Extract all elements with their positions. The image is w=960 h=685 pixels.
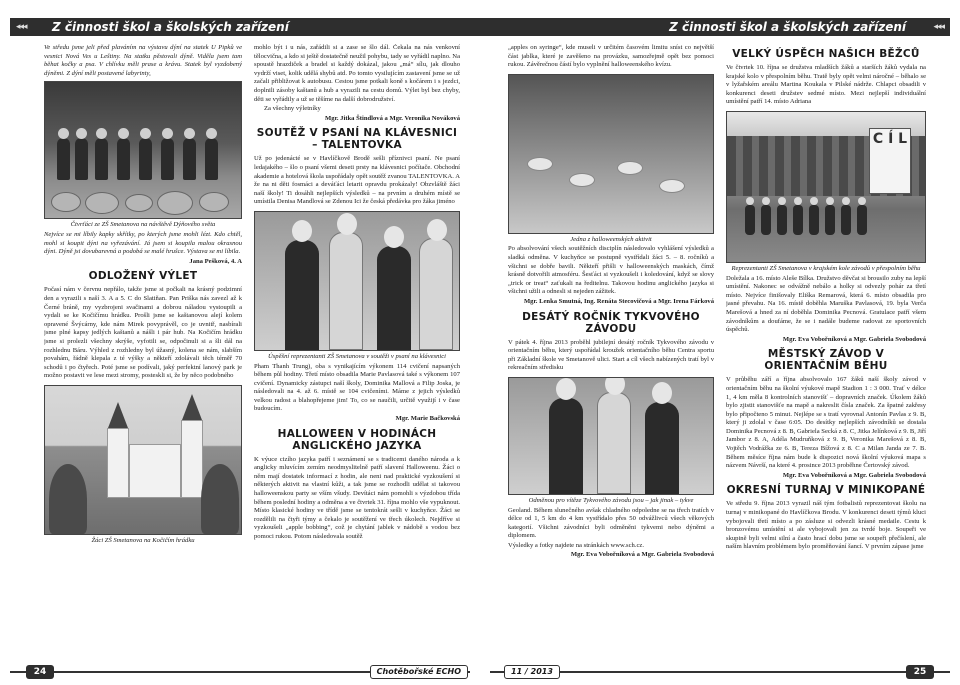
photo-runner [597,392,631,494]
photo-child [57,138,70,180]
typing-contest-photo [254,211,460,351]
typing-photo-caption: Úspěšní reprezentanti ZŠ Smetanova v soutěži v psaní na klávesnici [267,352,447,360]
author-signature: Mgr. Eva Vobořníková a Mgr. Gabriela Svobodová [782,471,926,479]
photo-tree [201,464,239,534]
article-heading-desaty-rocnik: DESÁTÝ ROČNÍK TYKVOVÉHO ZÁVODU [522,310,700,335]
dyne-intro-text: Ve středu jsme jeli před plaváním na výstavu dýní na statek U Pipků ve vesnici Nová Ves u Leštiny. Na statku pěstovali dýně. Viděla jsem tam běhat kočky a psa. V chlívku měli prase a krávu. Statek byl vyzdobený dýněmi. Z dýní měli postavené labyrinty, [44,44,242,77]
photo-runner [841,205,851,235]
velky-uspech-continuation: Doležala a 16. místo Aleše Bílka. Družstvo děvčat si brousilo zuby na lepší umístění. Nakonec se odvážně nebálo a holky si odvezly pohár za třetí místo. Nejvíce finišovaly Eliška Remarová, která 6. místo obsadila pro jasné převahu. Na 16. místě doběhla Maruška Pavlasová, 19. byla Verča Marešová a hned za ní doběhla Dominika Pecnová. Gratulace patří všem závodníkům a doufáme, že se i nadále budeme radovat ze sportovních úspěchů. [726,274,926,334]
soutez-text: Už po jedenácté se v Havlíčkově Brodě sešli příznivci psaní. Ne psaní ledajakého – šlo o psaní všemi deseti prsty na klávesnici počítače. Obchodní akademie a hotelová škola uspořádaly opět soutěž zvanou TALENTOVKA. A že na ni děti fosmáci a deváťáci letarit opravdu prokázaly! Obzvláště žáci naší školy! Ti dosáhli nejlepších výsledků – na prvním a druhém místě se umístila Denisa Mandlová se Zdenou Ici že česká předávka pro žáka jiméno [254,155,460,206]
author-signature: Jana Pešková, 4. A [189,257,242,265]
article-heading-okresni-turnaj: OKRESNÍ TURNAJ V MINIKOPANÉ [726,484,926,497]
castle-roof [182,394,202,420]
desaty-rocnik-continuation: Geoland. Během slunečného avšak chladného odpoledne se na třech tratích v délce od 1, 5 km do 4 km vystřídalo přes 50 odvážlivců všech věkových kategorií. Všichni závodníci byli odměněni tykvemi nebo dýněmi a diplomem. [508,506,714,540]
photo-runner [809,205,819,235]
banner-arrows-icon: ◂◂◂ [933,22,944,32]
castle-roof [108,402,128,428]
right-page-number: 25 [906,665,934,679]
photo-runner [549,398,583,494]
tykve-photo-caption: Odměnou pro vítěze Tykvového závodu jsou – jak jinak – tykve [528,496,694,504]
pumpkin-photo-caption: Čtvrťáci ze ZŠ Smetanova na návštěvě Dýňového světa [70,221,216,229]
castle-photo-caption: Žáci ZŠ Smetanova na Kočičím hrádku [91,536,195,544]
photo-runner [645,402,679,494]
halloween-results-text: Po absolvování všech soutěžních disciplín následovalo vyhlášení výsledků a sladká odměna. V kuchyňce se postupně vystřídali žáci 5. – 8. ročníků a všichni se dobře bavili. Někteří přišli v halloweenských maskách, čímž krásně dotvořili atmosféru. Šesťáci si vyzkoušeli i koledování, když se slovy „trick or treat“ zaťukali na ředitelnu. Takovou hodinu anglického jazyka si všichni užili a odnesli si nejeden zážitek. [508,245,714,296]
right-footer [480,665,960,679]
velky-uspech-text: Ve čtvrtek 10. října se družstva mladších žáků a starších žáků vydala na krajské kolo v přespolním běhu. Tratě byly opět velmi náročné – běhalo se v lyžařském areálu Martina Koukala v Pilské nádrže. Chlapci obsadili v konkurenci deseti družstev sedmé místo. Mezi nejlepší individuální umístění patří 14. místo Adriana [726,64,926,106]
left-column-1 [44,44,242,644]
photo-student [419,238,453,350]
pumpkin-shape [157,191,193,215]
photo-student [377,246,411,350]
right-column-2 [726,44,926,644]
photo-student [285,240,319,350]
castle-trip-photo [44,385,242,535]
photo-tree [49,464,87,534]
photo-child [139,138,152,180]
photo-bowl [569,173,595,187]
photo-child [183,138,196,180]
issue-label: 11 / 2013 [504,665,560,679]
castle-tower [107,428,129,498]
dyne-after-text: Nejvíce se mi líbily kapky skřítky, po kterých jsme mohli lézt. Kdo chtěl, mohl si koupit dýni na vyřezávání. Já jsem si koupila malou okrasnou dýni. Dýně jsi dovubarevná a podobá se malé hrušce. Výstava se mi líbila. [44,230,242,256]
left-page-number: 24 [26,665,54,679]
pumpkin-visit-photo [44,81,242,219]
left-section-banner [10,18,480,36]
author-signature: Mgr. Lenka Smutná, Ing. Renáta Stecovičová a Mgr. Irena Fárková [523,297,714,305]
odlozeny-vylet-continuation: mohlo být i u nás, zařádili si a zase se šlo dál. Čekala na nás venkovní tělocvična, a kdo si ještě dostatečně neužil pohybu, tady se vyřádil naplno. Na spoustě hrazdiček a bradel si každý dokázal, jakou „má“ sílu, jak dlouho vydrží viset, kolik udělá shybů atd. Po tomto vysilujícím zastavení jsme se už začali přibližovat k autobusu. Cestou jsme potkali koně s kočárem i s jezdci, doplnili zásoby kaštanů a hub a vyrazili na cestu domů. Výlet byl bez chyby, děti se vyřádily a už se těšíme na další dobrodružství. [254,44,460,103]
photo-runner [745,205,755,235]
pumpkin-shape [125,194,153,212]
pumpkin-shape [51,192,81,212]
photo-student [329,232,363,350]
okresni-turnaj-text: Ve středu 9. října 2013 vyrazil náš tým fotbalistů reprezentovat školu na turnaj v minikopané do Havlíčkova Brodu. V konkurenci deseti týmů kluci vybojovali třetí místo a po zásluze si odvezli krásné medaile. Cestu k bronzovému umístění si ale vybojovali jen za tvrdé boje. Soupeři ve skupině byli velmi silní a často hrací dobu jsme se soupeři přečíslení, ale naším hlavním problémem bylo proměňování šancí. V prvním zápase jsme [726,500,926,551]
author-signature: Mgr. Eva Vobořníková a Mgr. Gabriela Svobodová [782,335,926,343]
cross-country-photo [726,111,926,263]
right-section-title: Z činnosti škol a školských zařízení [669,20,906,34]
photo-bowl [617,161,643,175]
pumpkin-shape [199,192,229,212]
halloween-activity-photo [508,74,714,234]
author-signature: Mgr. Marie Bačkovská [395,415,460,423]
magazine-brand: Chotěbořské ECHO [370,665,468,679]
desaty-rocnik-text: V pátek 4. října 2013 proběhl jubilejní desátý ročník Tykvového závodu v orientačním běhu, který uspořádal kroužek orientačního běhu Centra sportu při Základní škole ve Smetanově ulici. Start a cíl všech nabízených tratí byl v rekreačním středisku [508,338,714,372]
left-section-title: Z činnosti škol a školských zařízení [52,20,289,34]
banner-arrows-icon: ◂◂◂ [16,22,27,32]
castle-tower [181,420,203,498]
photo-runner [793,205,803,235]
tykve-winners-photo [508,377,714,495]
article-heading-velky-uspech: VELKÝ ÚSPĚCH NAŠICH BĚŽCŮ [732,48,920,60]
results-web-text: Výsledky a fotky najdete na stránkách www.sch.cz. [508,541,644,549]
thanks-line: Za všechny výletníky [264,105,321,113]
cross-country-photo-caption: Reprezentanti ZŠ Smetanova v krajském kole závodů v přespolním běhu [731,264,921,272]
article-heading-mestsky-zavod: MĚSTSKÝ ZÁVOD V ORIENTAČNÍM BĚHU [764,348,888,373]
photo-bowl [659,179,685,193]
photo-child [75,138,88,180]
castle-wall [129,444,181,498]
photo-runner [825,205,835,235]
mestsky-zavod-text: V průběhu září a října absolvovalo 167 žáků naší školy závod v orientačním běhu na školní výukové mapě Stadion 1 : 3 000. Trať v délce 1, 4 km měla 8 kontrolních stanovišť – dopravních značek. Úkolem žáků bylo zjistit stanovišťe na mapě a nakreslit čísla značek. Za špatné zakřesy bylo připočteno 5 minut. Nejlépe se s tratí vyrovnal Antonín Pavlas z 9. B, který ji zdolal v čase 6:05. Do desítky nejlepších závodníků se dostala Dominika Pecnová z 8. B, Gabriela Secká z 8. C, Jitka Jelínková z 9. B, Jiří Jambor z 8. A, Adéla Mudruňková z 9. B, Veronika Marešová z 8. B, Vojtěch Vodrážka ze 6. B, Tereza Bížová z 8. C a Milan Janda ze 7. B. Během měsíce října nám bude k dispozici nová školní výuková mapa s názvem Návrší, na které 4. prosince 2013 proběhne Čertovský závod. [726,376,926,470]
finish-sign: C Í L [869,128,911,194]
halloween-continuation: „apples on syringe“, kde museli v určitém časovém limitu sníst co největší část jablka, které je zavěšeno na provázku, samozřejmě opět bez pomoci rukou. Závěrečnou částí bylo vyplnění halloweenského kvízu. [508,44,714,69]
halloween-text: K výuce cizího jazyka patří i seznámení se s tradicemi daného národa a k anglicky mluvícím zemím neodmyslitelně patří slavení Halloweenu. Žáci o něm mají dostatek informací z hodin, ale neni nad praktické vyzkoušení si některých aktivit na vlastní kůži, a tak jsme se rozhodli udělat si takovou halloweenskou party se vším všudy. Devítáci nám pomohli s výzdobou třída během poslední hodiny a odměna a ve čtvrtek 31. října mohlo vše vypuknout. Místo klasické hodiny ve třídě jsme se tentokrát sešli v kuchyňce. Žáci se rozdělili na čtyři týmy a čekalo je soutěžení ve třech úkolech. Nejdříve si vyzkoušeli „apple bobbing“, což je chytání jablek v nádobě s vodou bez pomoci rukou. Potom následovala soutěž [254,455,460,540]
typing-results-text: Pham Thanh Trung), oba s vynikajícím výkonem 114 cvičení napsaných během půl hodiny. Třetí místo obsadila Marie Pavlasová také s výkonem 107 cvičení. Dynamicky zástupci naší školy, Dominika Mallová a Filip Joska, je následovali na 4. až 6. místě se 104 cvičeními. Máme z jejich výsledků velkou radost a blahopřejeme jim! To, co se naučili, určitě využijí i v čase budoucím. [254,362,460,413]
article-heading-halloween: HALLOWEEN V HODINÁCH ANGLICKÉHO JAZYKA [277,427,437,452]
left-footer [0,665,480,679]
photo-child [161,138,174,180]
right-page [480,0,960,685]
author-signature: Mgr. Eva Vobořníková a Mgr. Gabriela Svobodová [570,551,714,559]
article-heading-soutez: SOUTĚŽ V PSANÍ NA KLÁVESNICI – TALENTOVKA [256,127,458,152]
odlozeny-vylet-text: Počasí nám v červnu nepřálo, takže jsme si počkali na krásný podzimní den a vyrazili s naší 3. A a 5. C do Slatiňan. Pan Priška nás zavezl až k Černé bráně, my vyzbrojeni svačinami a dobrou náladou vystoupili a vydali se ke Kočičímu hrádku. Prošli jsme se kaštanovou alejí kolem opravené Švýcárny, kde nám Mirek povyprávěl, co je uvnitř, nasbírali jsme plné kapsy jedlých kaštanů a nášli i pár hub. Na Kočičím hrádku jsme si prolezli všechny skrýše, vyfotili se, odpočinuli si a šli dál na rozhlednu Báru. Výhled z rozhledny byl úžasný, kolena se nám, slabším povahám, řádně klepala z té výšky a někteří zdolávali těch téměř 70 schodů i po čtyřech. Poté jsme se podívali, jaký perfektní lanový park je možno postavit ve lese mezi stromy, posteskli si, že by něco podobného [44,286,242,380]
photo-child [117,138,130,180]
photo-child [205,138,218,180]
right-column-1 [508,44,714,644]
left-column-2 [254,44,460,644]
photo-child [95,138,108,180]
photo-runner [761,205,771,235]
pumpkin-shape [85,192,119,214]
photo-runner [777,205,787,235]
right-section-banner [480,18,950,36]
photo-bowl [527,157,553,171]
photo-runner [857,205,867,235]
article-heading-odlozeny-vylet: ODLOŽENÝ VÝLET [88,270,198,283]
author-signature: Mgr. Jitka Štindlová a Mgr. Veronika Nováková [325,114,460,122]
halloween-photo-caption: Jedna z halloweenských aktivit [570,235,652,243]
